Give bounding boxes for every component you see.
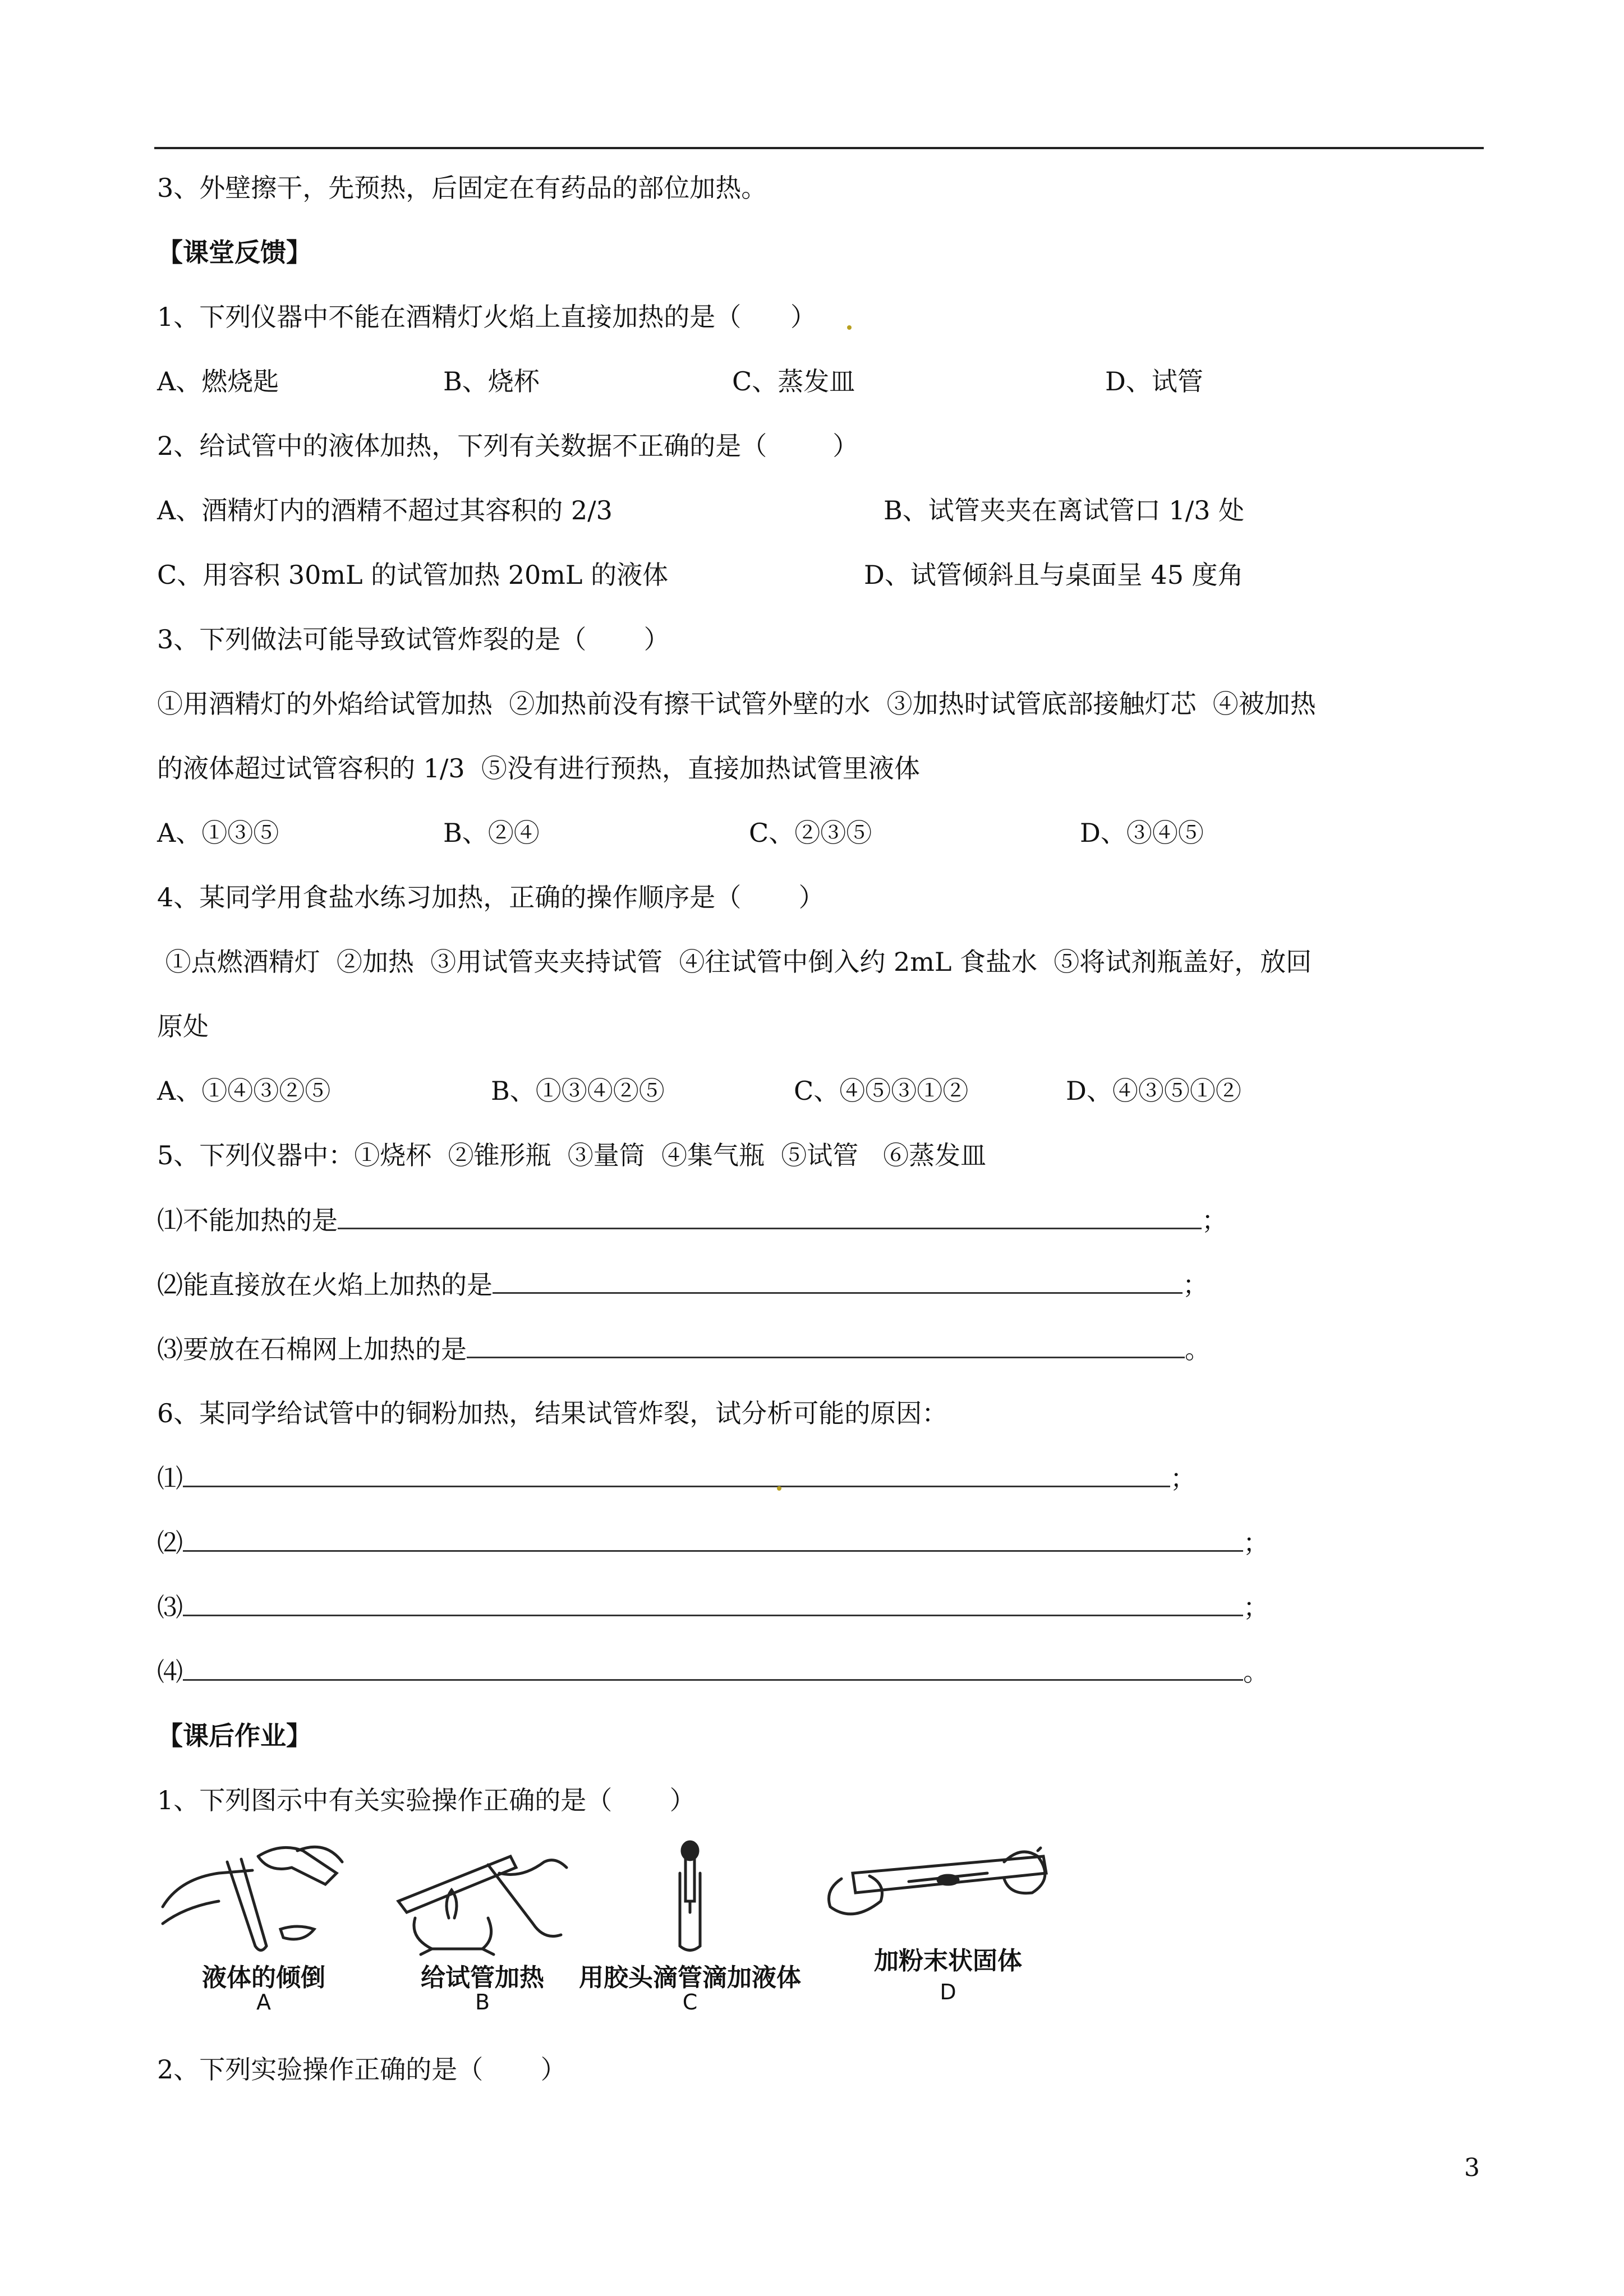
q4-option-b: B、①③④②⑤: [491, 1076, 665, 1106]
question-2: 2、给试管中的液体加热，下列有关数据不正确的是（ ）: [157, 431, 859, 461]
dropper-illustration: [561, 1839, 819, 1957]
q4-option-c: C、④⑤③①②: [794, 1076, 969, 1106]
q2-option-a: A、酒精灯内的酒精不超过其容积的 2/3: [157, 495, 613, 525]
q5-sub-1: [157, 1203, 1227, 1237]
question-6: 6、某同学给试管中的铜粉加热，结果试管炸裂，试分析可能的原因：: [157, 1398, 948, 1428]
answer-blank[interactable]: [467, 1332, 1185, 1358]
q2-option-c: C、用容积 30mL 的试管加热 20mL 的液体: [157, 560, 669, 590]
add-powder-illustration: [819, 1839, 1077, 1957]
q3-statements-line-2: 的液体超过试管容积的 1/3 ⑤没有进行预热，直接加热试管里液体: [157, 753, 920, 783]
q1-option-a: A、燃烧匙: [157, 366, 279, 397]
question-3: 3、下列做法可能导致试管炸裂的是（ ）: [157, 624, 670, 654]
q6-sub-2-label: ⑵: [157, 1528, 183, 1558]
question-5: 5、下列仪器中：①烧杯 ②锥形瓶 ③量筒 ④集气瓶 ⑤试管 ⑥蒸发皿: [157, 1140, 987, 1170]
semicolon: ；: [1202, 1205, 1227, 1235]
q4-steps-line-1: ①点燃酒精灯 ②加热 ③用试管夹夹持试管 ④往试管中倒入约 2mL 食盐水 ⑤将试剂瓶盖好，放回: [157, 947, 1312, 977]
figure-d-letter: D: [940, 1980, 956, 2004]
q5-sub-1-label: ⑴不能加热的是: [157, 1205, 338, 1235]
section-heading-homework: 【课后作业】: [157, 1721, 312, 1751]
answer-blank[interactable]: [493, 1267, 1183, 1294]
question-1: 1、下列仪器中不能在酒精灯火焰上直接加热的是（ ）: [157, 302, 816, 332]
q1-option-b: B、烧杯: [443, 366, 540, 397]
operation-figures: [157, 1839, 1111, 2025]
q6-sub-4-label: ⑷: [157, 1657, 183, 1687]
figure-d-label: 加粉末状固体: [874, 1947, 1022, 1975]
q5-sub-3: [157, 1332, 1211, 1366]
answer-blank[interactable]: [183, 1654, 1243, 1681]
figure-a-letter: A: [256, 1990, 271, 2014]
q6-sub-1: [157, 1461, 1196, 1495]
q3-option-d: D、③④⑤: [1080, 818, 1204, 848]
figure-c-label: 用胶头滴管滴加液体: [579, 1963, 801, 1992]
period: 。: [1243, 1657, 1269, 1687]
semicolon: ；: [1183, 1270, 1208, 1300]
q5-sub-2-label: ⑵能直接放在火焰上加热的是: [157, 1270, 493, 1300]
q3-option-a: A、①③⑤: [157, 818, 279, 848]
pour-liquid-illustration: [157, 1839, 370, 1957]
homework-question-1: 1、下列图示中有关实验操作正确的是（ ）: [157, 1785, 696, 1815]
semicolon: ；: [1243, 1592, 1269, 1622]
q2-option-d: D、试管倾斜且与桌面呈 45 度角: [864, 560, 1244, 590]
q2-option-b: B、试管夹夹在离试管口 1/3 处: [884, 495, 1245, 525]
answer-blank[interactable]: [338, 1203, 1202, 1229]
question-4: 4、某同学用食盐水练习加热，正确的操作顺序是（ ）: [157, 882, 825, 912]
header-rule: [154, 147, 1484, 149]
stray-dot: [847, 325, 852, 330]
answer-blank[interactable]: [183, 1590, 1243, 1616]
q4-option-a: A、①④③②⑤: [157, 1076, 331, 1106]
figure-b-letter: B: [475, 1990, 490, 2014]
answer-blank[interactable]: [183, 1525, 1243, 1552]
q1-option-c: C、蒸发皿: [732, 366, 855, 397]
q6-sub-4: [157, 1654, 1269, 1689]
semicolon: ；: [1243, 1528, 1269, 1558]
answer-blank[interactable]: [183, 1461, 1170, 1487]
figure-b: [376, 1839, 589, 2025]
figure-c-letter: C: [682, 1990, 698, 2014]
semicolon: ；: [1170, 1463, 1196, 1493]
page-number: 3: [1464, 2154, 1480, 2182]
figure-c: [561, 1839, 819, 2025]
figure-d: [819, 1839, 1077, 2025]
q3-option-b: B、②④: [443, 818, 540, 848]
q6-sub-2: [157, 1525, 1269, 1560]
homework-question-2: 2、下列实验操作正确的是（ ）: [157, 2054, 567, 2085]
text-line: 3、外壁擦干，先预热，后固定在有药品的部位加热。: [157, 173, 767, 203]
q6-sub-1-label: ⑴: [157, 1463, 183, 1493]
figure-b-label: 给试管加热: [421, 1963, 544, 1992]
period: 。: [1185, 1334, 1211, 1364]
q4-steps-line-2: 原处: [157, 1011, 209, 1041]
heat-test-tube-illustration: [376, 1839, 589, 1957]
stray-dot: [777, 1486, 781, 1491]
q5-sub-3-label: ⑶要放在石棉网上加热的是: [157, 1334, 467, 1364]
section-heading-feedback: 【课堂反馈】: [157, 237, 312, 268]
figure-a: [157, 1839, 370, 2025]
q4-option-d: D、④③⑤①②: [1066, 1076, 1241, 1106]
q5-sub-2: [157, 1267, 1208, 1302]
q3-statements-line-1: ①用酒精灯的外焰给试管加热 ②加热前没有擦干试管外壁的水 ③加热时试管底部接触灯芯 ④被加热: [157, 689, 1316, 719]
figure-a-label: 液体的倾倒: [202, 1963, 325, 1992]
q1-option-d: D、试管: [1105, 366, 1203, 397]
q3-option-c: C、②③⑤: [749, 818, 872, 848]
q6-sub-3: [157, 1590, 1269, 1624]
q6-sub-3-label: ⑶: [157, 1592, 183, 1622]
